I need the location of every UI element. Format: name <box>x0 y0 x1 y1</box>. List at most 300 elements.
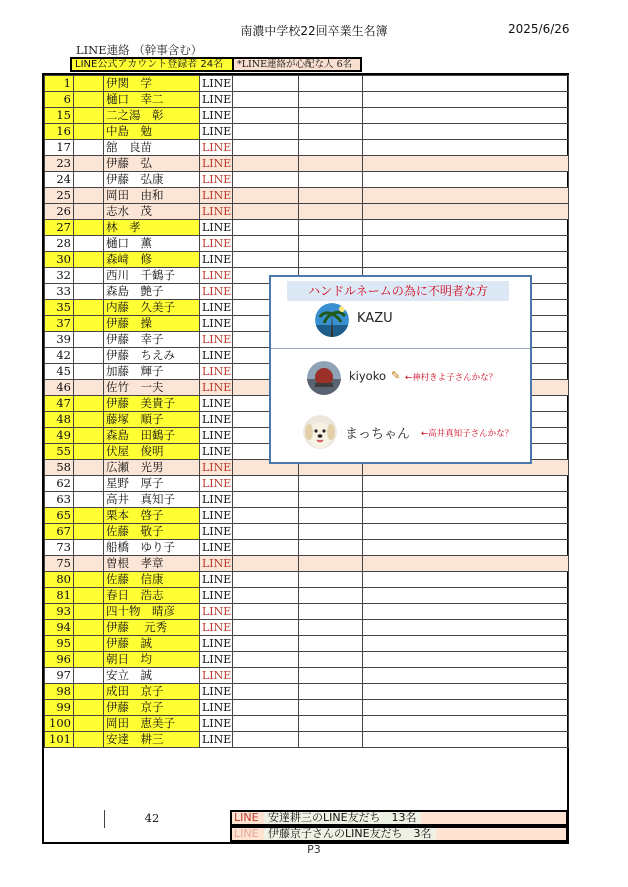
friends-line-2 <box>230 826 568 842</box>
line-status: LINE <box>200 476 233 492</box>
member-name: 安達 耕三 <box>104 732 200 748</box>
blank-cell <box>299 140 363 156</box>
row-number: 30 <box>45 252 74 268</box>
blank-cell <box>74 108 104 124</box>
blank-cell <box>299 124 363 140</box>
blank-cell <box>299 524 363 540</box>
row-number: 27 <box>45 220 74 236</box>
member-name: 春日 浩志 <box>104 588 200 604</box>
blank-cell <box>233 700 299 716</box>
blank-cell <box>363 188 569 204</box>
row-number: 63 <box>45 492 74 508</box>
member-name: 森﨑 修 <box>104 252 200 268</box>
member-name: 朝日 均 <box>104 652 200 668</box>
blank-cell <box>299 700 363 716</box>
table-row <box>45 492 569 508</box>
blank-cell <box>299 540 363 556</box>
blank-cell <box>233 252 299 268</box>
blank-cell <box>299 604 363 620</box>
line-status: LINE <box>200 316 233 332</box>
member-name: 高井 真知子 <box>104 492 200 508</box>
row-number: 67 <box>45 524 74 540</box>
line-status: LINE <box>200 700 233 716</box>
blank-cell <box>363 476 569 492</box>
friends-count-1: 安達耕三のLINE友だち 13名 <box>264 812 421 824</box>
member-name: 樋口 幸二 <box>104 92 200 108</box>
member-name: 伊藤 幸子 <box>104 332 200 348</box>
document-date: 2025/6/26 <box>508 22 570 36</box>
blank-cell <box>363 636 569 652</box>
row-number: 93 <box>45 604 74 620</box>
blank-cell <box>74 236 104 252</box>
blank-cell <box>363 76 569 92</box>
blank-cell <box>363 700 569 716</box>
table-row <box>45 668 569 684</box>
line-status: LINE <box>200 540 233 556</box>
blank-cell <box>74 380 104 396</box>
blank-cell <box>299 668 363 684</box>
blank-cell <box>74 348 104 364</box>
blank-cell <box>363 252 569 268</box>
blank-cell <box>74 684 104 700</box>
blank-cell <box>74 652 104 668</box>
blank-cell <box>299 236 363 252</box>
table-row <box>45 556 569 572</box>
member-name: 伊関 学 <box>104 76 200 92</box>
row-number: 15 <box>45 108 74 124</box>
table-row <box>45 700 569 716</box>
blank-cell <box>74 220 104 236</box>
blank-cell <box>363 652 569 668</box>
blank-cell <box>363 572 569 588</box>
line-status: LINE <box>200 396 233 412</box>
blank-cell <box>74 492 104 508</box>
table-row <box>45 108 569 124</box>
blank-cell <box>233 236 299 252</box>
line-status: LINE <box>200 684 233 700</box>
blank-cell <box>74 668 104 684</box>
blank-cell <box>233 204 299 220</box>
member-name: 伊藤 弘 <box>104 156 200 172</box>
blank-cell <box>74 476 104 492</box>
line-status: LINE <box>200 460 233 476</box>
blank-cell <box>233 92 299 108</box>
kazu-name: KAZU <box>357 311 393 326</box>
member-name: 加藤 輝子 <box>104 364 200 380</box>
table-row <box>45 716 569 732</box>
blank-cell <box>299 588 363 604</box>
row-number: 48 <box>45 412 74 428</box>
line-status: LINE <box>200 92 233 108</box>
table-row <box>45 156 569 172</box>
blank-cell <box>233 524 299 540</box>
blank-cell <box>363 172 569 188</box>
blank-cell <box>299 572 363 588</box>
line-status: LINE <box>200 668 233 684</box>
line-status: LINE <box>200 604 233 620</box>
kiyoko-avatar-icon <box>307 361 341 395</box>
blank-cell <box>233 76 299 92</box>
row-number: 65 <box>45 508 74 524</box>
member-name: 藤塚 順子 <box>104 412 200 428</box>
blank-cell <box>299 636 363 652</box>
blank-cell <box>299 620 363 636</box>
blank-cell <box>363 508 569 524</box>
member-name: 中島 勉 <box>104 124 200 140</box>
blank-cell <box>299 108 363 124</box>
page-number: P3 <box>307 843 321 856</box>
matchan-name: まっちゃん <box>345 427 411 442</box>
line-status: LINE <box>200 572 233 588</box>
member-name: 岡田 恵美子 <box>104 716 200 732</box>
blank-cell <box>363 668 569 684</box>
kazu-avatar-icon <box>315 303 349 337</box>
member-name: 佐藤 敬子 <box>104 524 200 540</box>
row-number: 80 <box>45 572 74 588</box>
blank-cell <box>74 412 104 428</box>
line-status: LINE <box>200 732 233 748</box>
blank-cell <box>233 124 299 140</box>
blank-cell <box>74 124 104 140</box>
blank-cell <box>74 428 104 444</box>
blank-cell <box>74 76 104 92</box>
member-name: 船橋 ゆり子 <box>104 540 200 556</box>
line-label: LINE <box>234 811 259 824</box>
blank-cell <box>299 732 363 748</box>
row-number: 37 <box>45 316 74 332</box>
matchan-avatar-icon <box>303 415 337 449</box>
blank-cell <box>363 236 569 252</box>
member-name: 林 孝 <box>104 220 200 236</box>
row-number: 96 <box>45 652 74 668</box>
table-row <box>45 524 569 540</box>
member-name: 四十物 晴彦 <box>104 604 200 620</box>
line-status: LINE <box>200 124 233 140</box>
blank-cell <box>299 652 363 668</box>
row-number: 33 <box>45 284 74 300</box>
table-row <box>45 76 569 92</box>
blank-cell <box>299 716 363 732</box>
row-number: 42 <box>45 348 74 364</box>
table-row <box>45 684 569 700</box>
blank-cell <box>363 108 569 124</box>
blank-cell <box>74 508 104 524</box>
blank-cell <box>299 220 363 236</box>
blank-cell <box>74 268 104 284</box>
blank-cell <box>233 620 299 636</box>
member-name: 西川 千鶴子 <box>104 268 200 284</box>
blank-cell <box>233 604 299 620</box>
blank-cell <box>363 556 569 572</box>
table-row <box>45 636 569 652</box>
blank-cell <box>74 396 104 412</box>
blank-cell <box>363 204 569 220</box>
table-row <box>45 252 569 268</box>
row-number: 97 <box>45 668 74 684</box>
line-status: LINE <box>200 492 233 508</box>
member-name: 内藤 久美子 <box>104 300 200 316</box>
member-name: 栗本 啓子 <box>104 508 200 524</box>
row-number: 101 <box>45 732 74 748</box>
line-status: LINE <box>200 588 233 604</box>
blank-cell <box>74 444 104 460</box>
blank-cell <box>74 732 104 748</box>
blank-cell <box>299 556 363 572</box>
row-number: 24 <box>45 172 74 188</box>
row-number: 16 <box>45 124 74 140</box>
blank-cell <box>233 172 299 188</box>
member-name: 森島 艶子 <box>104 284 200 300</box>
table-row <box>45 508 569 524</box>
line-status: LINE <box>200 332 233 348</box>
unknown-handles-card <box>269 275 532 464</box>
section-subtitle: LINE連絡 （幹事含む） <box>76 43 203 57</box>
blank-cell <box>363 540 569 556</box>
blank-cell <box>74 572 104 588</box>
member-name: 佐竹 一夫 <box>104 380 200 396</box>
line-status: LINE <box>200 188 233 204</box>
blank-cell <box>233 492 299 508</box>
line-status: LINE <box>200 268 233 284</box>
blank-cell <box>233 188 299 204</box>
kiyoko-emoji-icon: ✎ <box>391 369 401 382</box>
blank-cell <box>74 140 104 156</box>
blank-cell <box>233 716 299 732</box>
blank-cell <box>299 92 363 108</box>
blank-cell <box>363 140 569 156</box>
blank-cell <box>74 540 104 556</box>
member-name: 伊藤 弘康 <box>104 172 200 188</box>
blank-cell <box>299 156 363 172</box>
row-number: 73 <box>45 540 74 556</box>
blank-cell <box>233 684 299 700</box>
row-number: 45 <box>45 364 74 380</box>
blank-cell <box>363 524 569 540</box>
row-number: 62 <box>45 476 74 492</box>
row-number: 25 <box>45 188 74 204</box>
blank-cell <box>74 604 104 620</box>
table-row <box>45 172 569 188</box>
line-status: LINE <box>200 412 233 428</box>
line-status: LINE <box>200 156 233 172</box>
blank-cell <box>74 588 104 604</box>
row-number: 1 <box>45 76 74 92</box>
blank-cell <box>299 188 363 204</box>
row-number: 55 <box>45 444 74 460</box>
row-number: 35 <box>45 300 74 316</box>
blank-cell <box>363 92 569 108</box>
table-row <box>45 572 569 588</box>
blank-cell <box>233 508 299 524</box>
row-number: 32 <box>45 268 74 284</box>
member-name: 舘 良苗 <box>104 140 200 156</box>
table-row <box>45 540 569 556</box>
line-status: LINE <box>200 236 233 252</box>
table-row <box>45 652 569 668</box>
table-row <box>45 732 569 748</box>
line-status: LINE <box>200 636 233 652</box>
blank-cell <box>74 620 104 636</box>
blank-cell <box>363 732 569 748</box>
friends-count-2: 伊藤京子さんのLINE友だち 3名 <box>264 828 436 840</box>
row-number: 100 <box>45 716 74 732</box>
line-status: LINE <box>200 348 233 364</box>
blank-cell <box>299 172 363 188</box>
blank-cell <box>74 172 104 188</box>
blank-cell <box>363 492 569 508</box>
member-name: 伏屋 俊明 <box>104 444 200 460</box>
legend-registered: LINE公式アカウント登録者 24名 <box>70 57 234 72</box>
blank-cell <box>74 284 104 300</box>
blank-cell <box>363 220 569 236</box>
blank-cell <box>233 732 299 748</box>
blank-cell <box>74 92 104 108</box>
member-name: 伊藤 京子 <box>104 700 200 716</box>
table-row <box>45 92 569 108</box>
row-number: 46 <box>45 380 74 396</box>
blank-cell <box>74 332 104 348</box>
blank-cell <box>363 156 569 172</box>
blank-cell <box>363 620 569 636</box>
card-heading: ハンドルネームの為に不明者な方 <box>287 281 509 301</box>
blank-cell <box>74 204 104 220</box>
kiyoko-guess-note: ←神村きよ子さんかな？ <box>405 373 498 383</box>
member-name: 伊藤 誠 <box>104 636 200 652</box>
blank-cell <box>74 156 104 172</box>
member-name: 伊藤 元秀 <box>104 620 200 636</box>
blank-cell <box>74 316 104 332</box>
kiyoko-name: kiyoko <box>349 369 386 383</box>
row-number: 26 <box>45 204 74 220</box>
row-number: 99 <box>45 700 74 716</box>
row-number: 17 <box>45 140 74 156</box>
member-name: 岡田 由和 <box>104 188 200 204</box>
line-status: LINE <box>200 716 233 732</box>
member-name: 樋口 薫 <box>104 236 200 252</box>
page-title: 南濃中学校22回卒業生名簿 <box>240 24 388 38</box>
blank-cell <box>74 636 104 652</box>
member-name: 伊藤 ちえみ <box>104 348 200 364</box>
line-status: LINE <box>200 204 233 220</box>
table-row <box>45 476 569 492</box>
blank-cell <box>74 300 104 316</box>
blank-cell <box>363 604 569 620</box>
member-name: 伊藤 操 <box>104 316 200 332</box>
row-number: 81 <box>45 588 74 604</box>
legend-concern: *LINE連絡が心配な人 6名 <box>232 57 362 72</box>
member-name: 安立 誠 <box>104 668 200 684</box>
row-number: 47 <box>45 396 74 412</box>
total-count: 42 <box>144 811 160 825</box>
table-row <box>45 204 569 220</box>
blank-cell <box>233 108 299 124</box>
matchan-guess-note: ←高井真知子さんかな？ <box>421 429 514 439</box>
row-number: 98 <box>45 684 74 700</box>
blank-cell <box>233 652 299 668</box>
line-status: LINE <box>200 220 233 236</box>
blank-cell <box>233 572 299 588</box>
blank-cell <box>363 588 569 604</box>
member-name: 伊藤 美貴子 <box>104 396 200 412</box>
line-status: LINE <box>200 172 233 188</box>
table-row <box>45 140 569 156</box>
footer-friends-box <box>230 810 568 844</box>
line-status: LINE <box>200 428 233 444</box>
member-name: 森島 田鶴子 <box>104 428 200 444</box>
blank-cell <box>363 684 569 700</box>
line-status: LINE <box>200 524 233 540</box>
blank-cell <box>233 156 299 172</box>
blank-cell <box>74 700 104 716</box>
card-divider <box>271 348 530 349</box>
blank-cell <box>233 556 299 572</box>
blank-cell <box>74 188 104 204</box>
blank-cell <box>299 492 363 508</box>
line-status: LINE <box>200 140 233 156</box>
blank-cell <box>233 220 299 236</box>
table-row <box>45 236 569 252</box>
blank-cell <box>299 476 363 492</box>
blank-cell <box>74 524 104 540</box>
blank-cell <box>233 668 299 684</box>
blank-cell <box>233 140 299 156</box>
blank-cell <box>299 204 363 220</box>
member-name: 広瀬 光男 <box>104 460 200 476</box>
line-status: LINE <box>200 300 233 316</box>
blank-cell <box>74 252 104 268</box>
table-row <box>45 588 569 604</box>
row-number: 58 <box>45 460 74 476</box>
blank-cell <box>233 588 299 604</box>
blank-cell <box>299 252 363 268</box>
line-status: LINE <box>200 108 233 124</box>
row-number: 94 <box>45 620 74 636</box>
blank-cell <box>299 508 363 524</box>
member-name: 星野 厚子 <box>104 476 200 492</box>
table-row <box>45 124 569 140</box>
line-status: LINE <box>200 76 233 92</box>
row-number: 95 <box>45 636 74 652</box>
member-name: 曽根 孝章 <box>104 556 200 572</box>
friends-line-1 <box>230 810 568 826</box>
row-number: 6 <box>45 92 74 108</box>
blank-cell <box>74 364 104 380</box>
blank-cell <box>74 460 104 476</box>
line-status: LINE <box>200 380 233 396</box>
row-number: 49 <box>45 428 74 444</box>
blank-cell <box>233 476 299 492</box>
line-status: LINE <box>200 364 233 380</box>
member-name: 志水 茂 <box>104 204 200 220</box>
blank-cell <box>299 684 363 700</box>
table-row <box>45 604 569 620</box>
row-number: 39 <box>45 332 74 348</box>
row-number: 28 <box>45 236 74 252</box>
line-status: LINE <box>200 284 233 300</box>
table-row <box>45 620 569 636</box>
line-status: LINE <box>200 252 233 268</box>
blank-cell <box>233 636 299 652</box>
member-name: 二之湯 彰 <box>104 108 200 124</box>
member-name: 成田 京子 <box>104 684 200 700</box>
line-status: LINE <box>200 620 233 636</box>
blank-cell <box>74 716 104 732</box>
line-status: LINE <box>200 444 233 460</box>
blank-cell <box>363 716 569 732</box>
line-status: LINE <box>200 652 233 668</box>
line-label: LINE <box>234 827 259 840</box>
blank-cell <box>299 76 363 92</box>
